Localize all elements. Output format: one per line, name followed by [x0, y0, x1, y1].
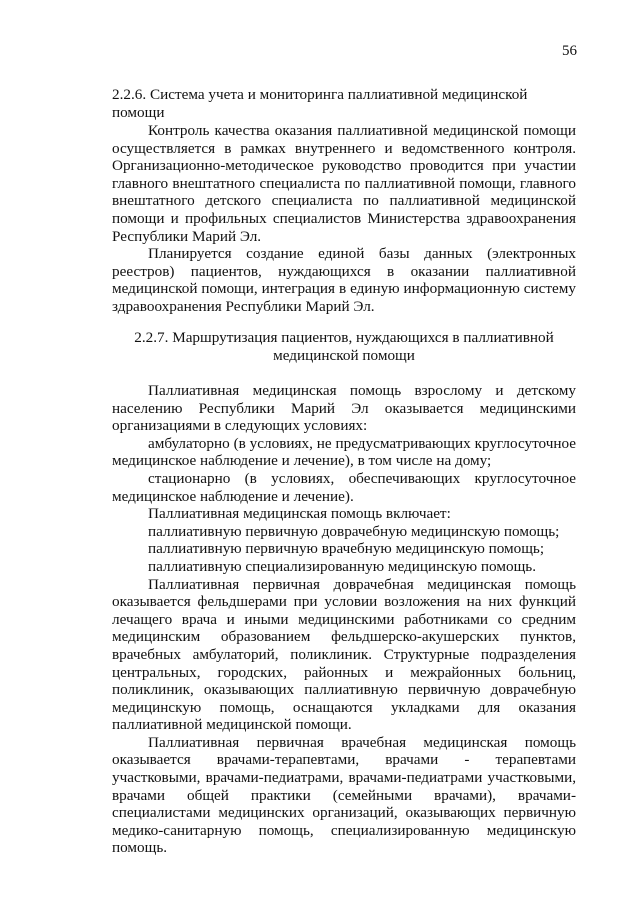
section-226-body	[112, 122, 576, 316]
paragraph: стационарно (в условиях, обеспечивающих круглосуточное медицинское наблюдение и лечение).	[112, 469, 576, 505]
paragraph: амбулаторно (в условиях, не предусматривающих круглосуточное медицинское наблюдение и лечение), в том числе на дому;	[112, 434, 576, 470]
paragraph: Паллиативная первичная доврачебная медицинская помощь оказывается фельдшерами при условии возложения на них функций лечащего врача и иными медицинскими работниками со средним медицинским образованием фельдшерско-акушерских пунктов, врачебных амбулаторий, поликлиник. Структурные подразделения центральных, городских, районных и межрайонных больниц, поликлиник, оказывающих паллиативную первичную доврачебную медицинскую помощь, оснащаются укладками для оказания паллиативной медицинской помощи.	[112, 575, 576, 734]
paragraph: Контроль качества оказания паллиативной медицинской помощи осуществляется в рамках внутреннего и ведомственного контроля. Организационно-методическое руководство проводится при участии главного внештатного специалиста по паллиативной помощи, главного внештатного детского специалиста по паллиативной медицинской помощи и профильных специалистов Министерства здравоохранения Республики Марий Эл.	[112, 122, 576, 245]
section-227-heading-block	[112, 329, 576, 364]
paragraph: Паллиативная медицинская помощь взрослому и детскому населению Республики Марий Эл оказывается медицинскими организациями в следующих условиях:	[112, 382, 576, 435]
paragraph: Паллиативная первичная врачебная медицинская помощь оказывается врачами-терапевтами, врачами - терапевтами участковыми, врачами-педиатрами, врачами-педиатрами участковыми, врачами общей практики (семейными врачами), врачами-специалистами медицинских организаций, оказывающих первичную медико-санитарную помощь, специализированную медицинскую помощь.	[112, 733, 576, 857]
paragraph: Паллиативная медицинская помощь включает:	[148, 505, 451, 523]
section-226-heading: 2.2.6. Система учета и мониторинга паллиативной медицинской помощи	[112, 86, 528, 121]
section-227-heading-line2: медицинской помощи	[273, 346, 415, 364]
section-226-heading-block	[112, 86, 576, 121]
paragraph: паллиативную специализированную медицинскую помощь.	[148, 557, 536, 575]
page-number: 56	[562, 43, 577, 59]
section-227-heading-line1: 2.2.7. Маршрутизация пациентов, нуждающихся в паллиативной	[134, 329, 554, 346]
section-227-body	[112, 382, 576, 857]
paragraph: Планируется создание единой базы данных (электронных реестров) пациентов, нуждающихся в оказании паллиативной медицинской помощи, интеграция в единую информационную систему здравоохранения Республики Марий Эл.	[112, 245, 576, 315]
paragraph: паллиативную первичную доврачебную медицинскую помощь;	[148, 522, 560, 540]
paragraph: паллиативную первичную врачебную медицинскую помощь;	[148, 540, 545, 558]
